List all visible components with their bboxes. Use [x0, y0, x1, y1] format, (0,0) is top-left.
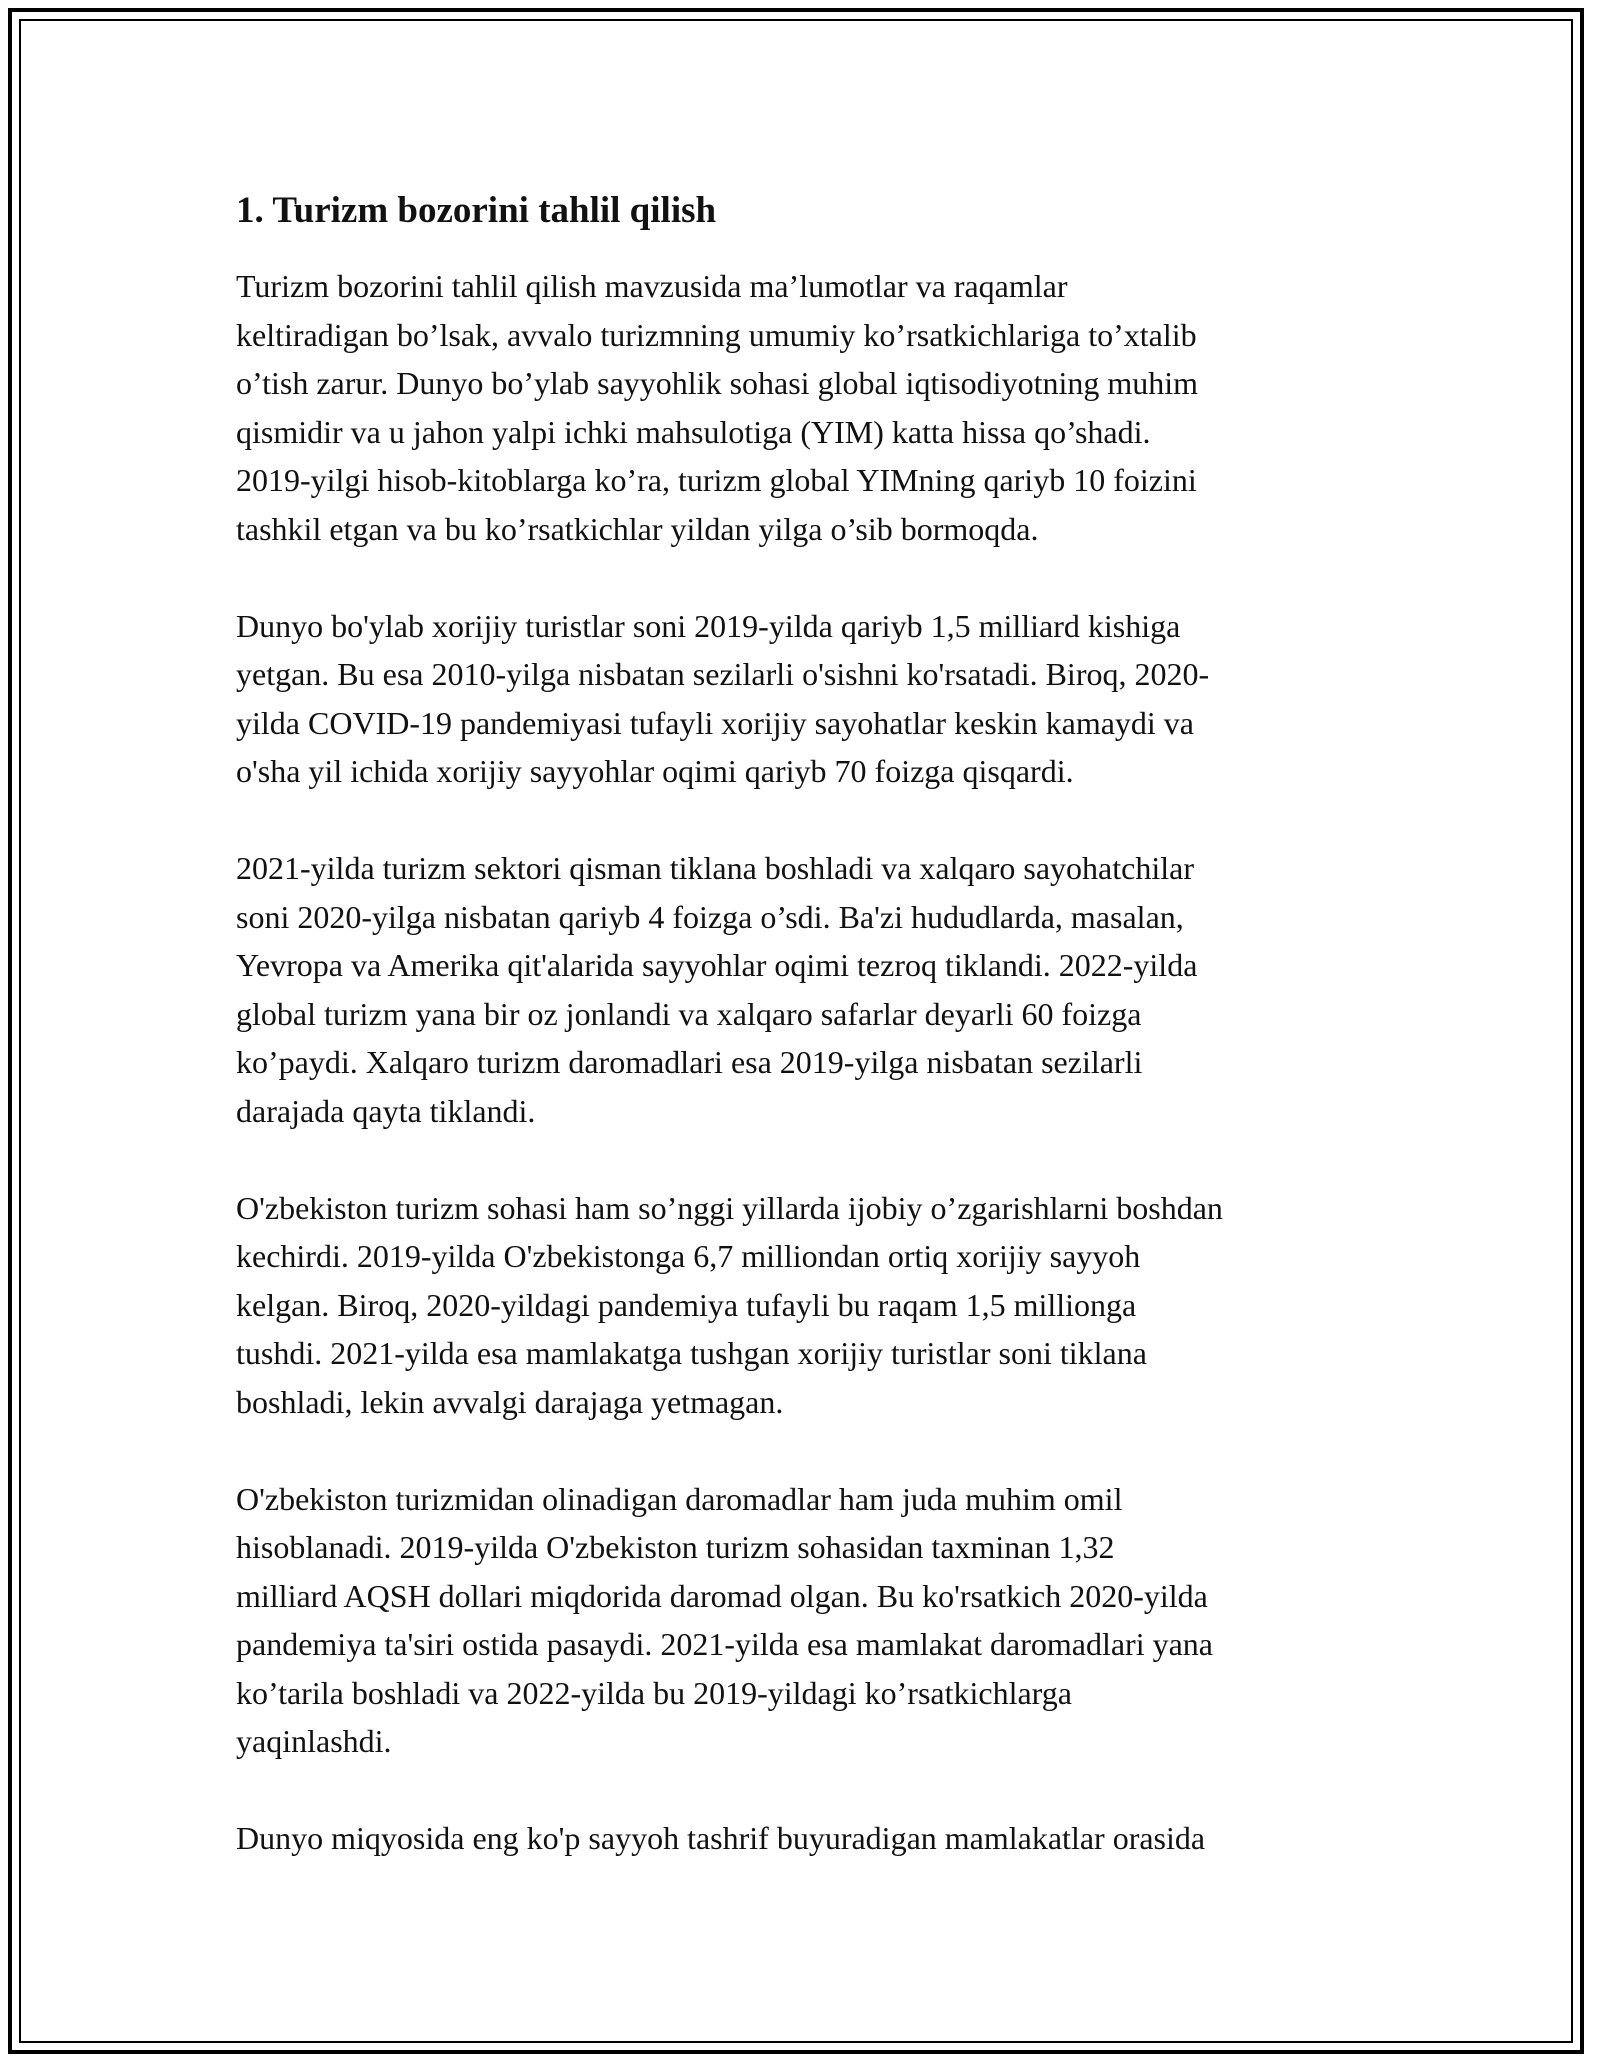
document-content — [236, 186, 1376, 1911]
paragraph-tourism-recovery: 2021-yilda turizm sektori qisman tiklana boshladi va xalqaro sayohatchilar soni 2020-yilga nisbatan qariyb 4 foizga o’sdi. Ba'zi hududlarda, masalan, Yevropa va Amerika qit'alarida sayyohlar oqimi tezroq tiklandi. 2022-yilda global turizm yana bir oz jonlandi va xalqaro safarlar deyarli 60 foizga ko’paydi. Xalqaro turizm daromadlari esa 2019-yilga nisbatan sezilarli darajada qayta tiklandi. — [236, 850, 1198, 1129]
paragraph-foreign-tourists-worldwide: Dunyo bo'ylab xorijiy turistlar soni 2019-yilda qariyb 1,5 milliard kishiga yetgan. Bu esa 2010-yilga nisbatan sezilarli o'sishni ko'rsatadi. Biroq, 2020- yilda COVID-19 pandemiyasi tufayli xorijiy sayohatlar keskin kamaydi va o'sha yil ichida xorijiy sayyohlar oqimi qariyb 70 foizga qisqardi. — [236, 607, 1210, 789]
paragraph-uzbekistan-revenue: O'zbekiston turizmidan olinadigan daromadlar ham juda muhim omil hisoblanadi. 2019-yilda O'zbekiston turizm sohasidan taxminan 1,32 milliard AQSH dollari miqdorida daromad olgan. Bu ko'rsatkich 2020-yilda pandemiya ta'siri ostida pasaydi. 2021-yilda esa mamlakat daromadlari yana ko’tarila boshladi va 2022-yilda bu 2019-yildagi ko’rsatkichlarga yaqinlashdi. — [236, 1480, 1213, 1759]
paragraph-most-visited-countries: Dunyo miqyosida eng ko'p sayyoh tashrif buyuradigan mamlakatlar orasida — [236, 1820, 1206, 1856]
section-title: 1. Turizm bozorini tahlil qilish — [236, 190, 717, 231]
paragraph-tourism-market-overview: Turizm bozorini tahlil qilish mavzusida ma’lumotlar va raqamlar keltiradigan bo’lsak, avvalo turizmning umumiy ko’rsatkichlariga to’xtalib o’tish zarur. Dunyo bo’ylab sayyohlik sohasi global iqtisodiyotning muhim qismidir va u jahon yalpi ichki mahsulotiga (YIM) katta hissa qo’shadi. 2019-yilgi hisob-kitoblarga ko’ra, turizm global YIMning qariyb 10 foizini tashkil etgan va bu ko’rsatkichlar yildan yilga o’sib bormoqda. — [236, 268, 1199, 547]
paragraph-uzbekistan-tourism: O'zbekiston turizm sohasi ham so’nggi yillarda ijobiy o’zgarishlarni boshdan kechirdi. 2019-yilda O'zbekistonga 6,7 milliondan ortiq xorijiy sayyoh kelgan. Biroq, 2020-yildagi pandemiya tufayli bu raqam 1,5 millionga tushdi. 2021-yilda esa mamlakatga tushgan xorijiy turistlar soni tiklana boshladi, lekin avvalgi darajaga yetmagan. — [236, 1189, 1223, 1420]
